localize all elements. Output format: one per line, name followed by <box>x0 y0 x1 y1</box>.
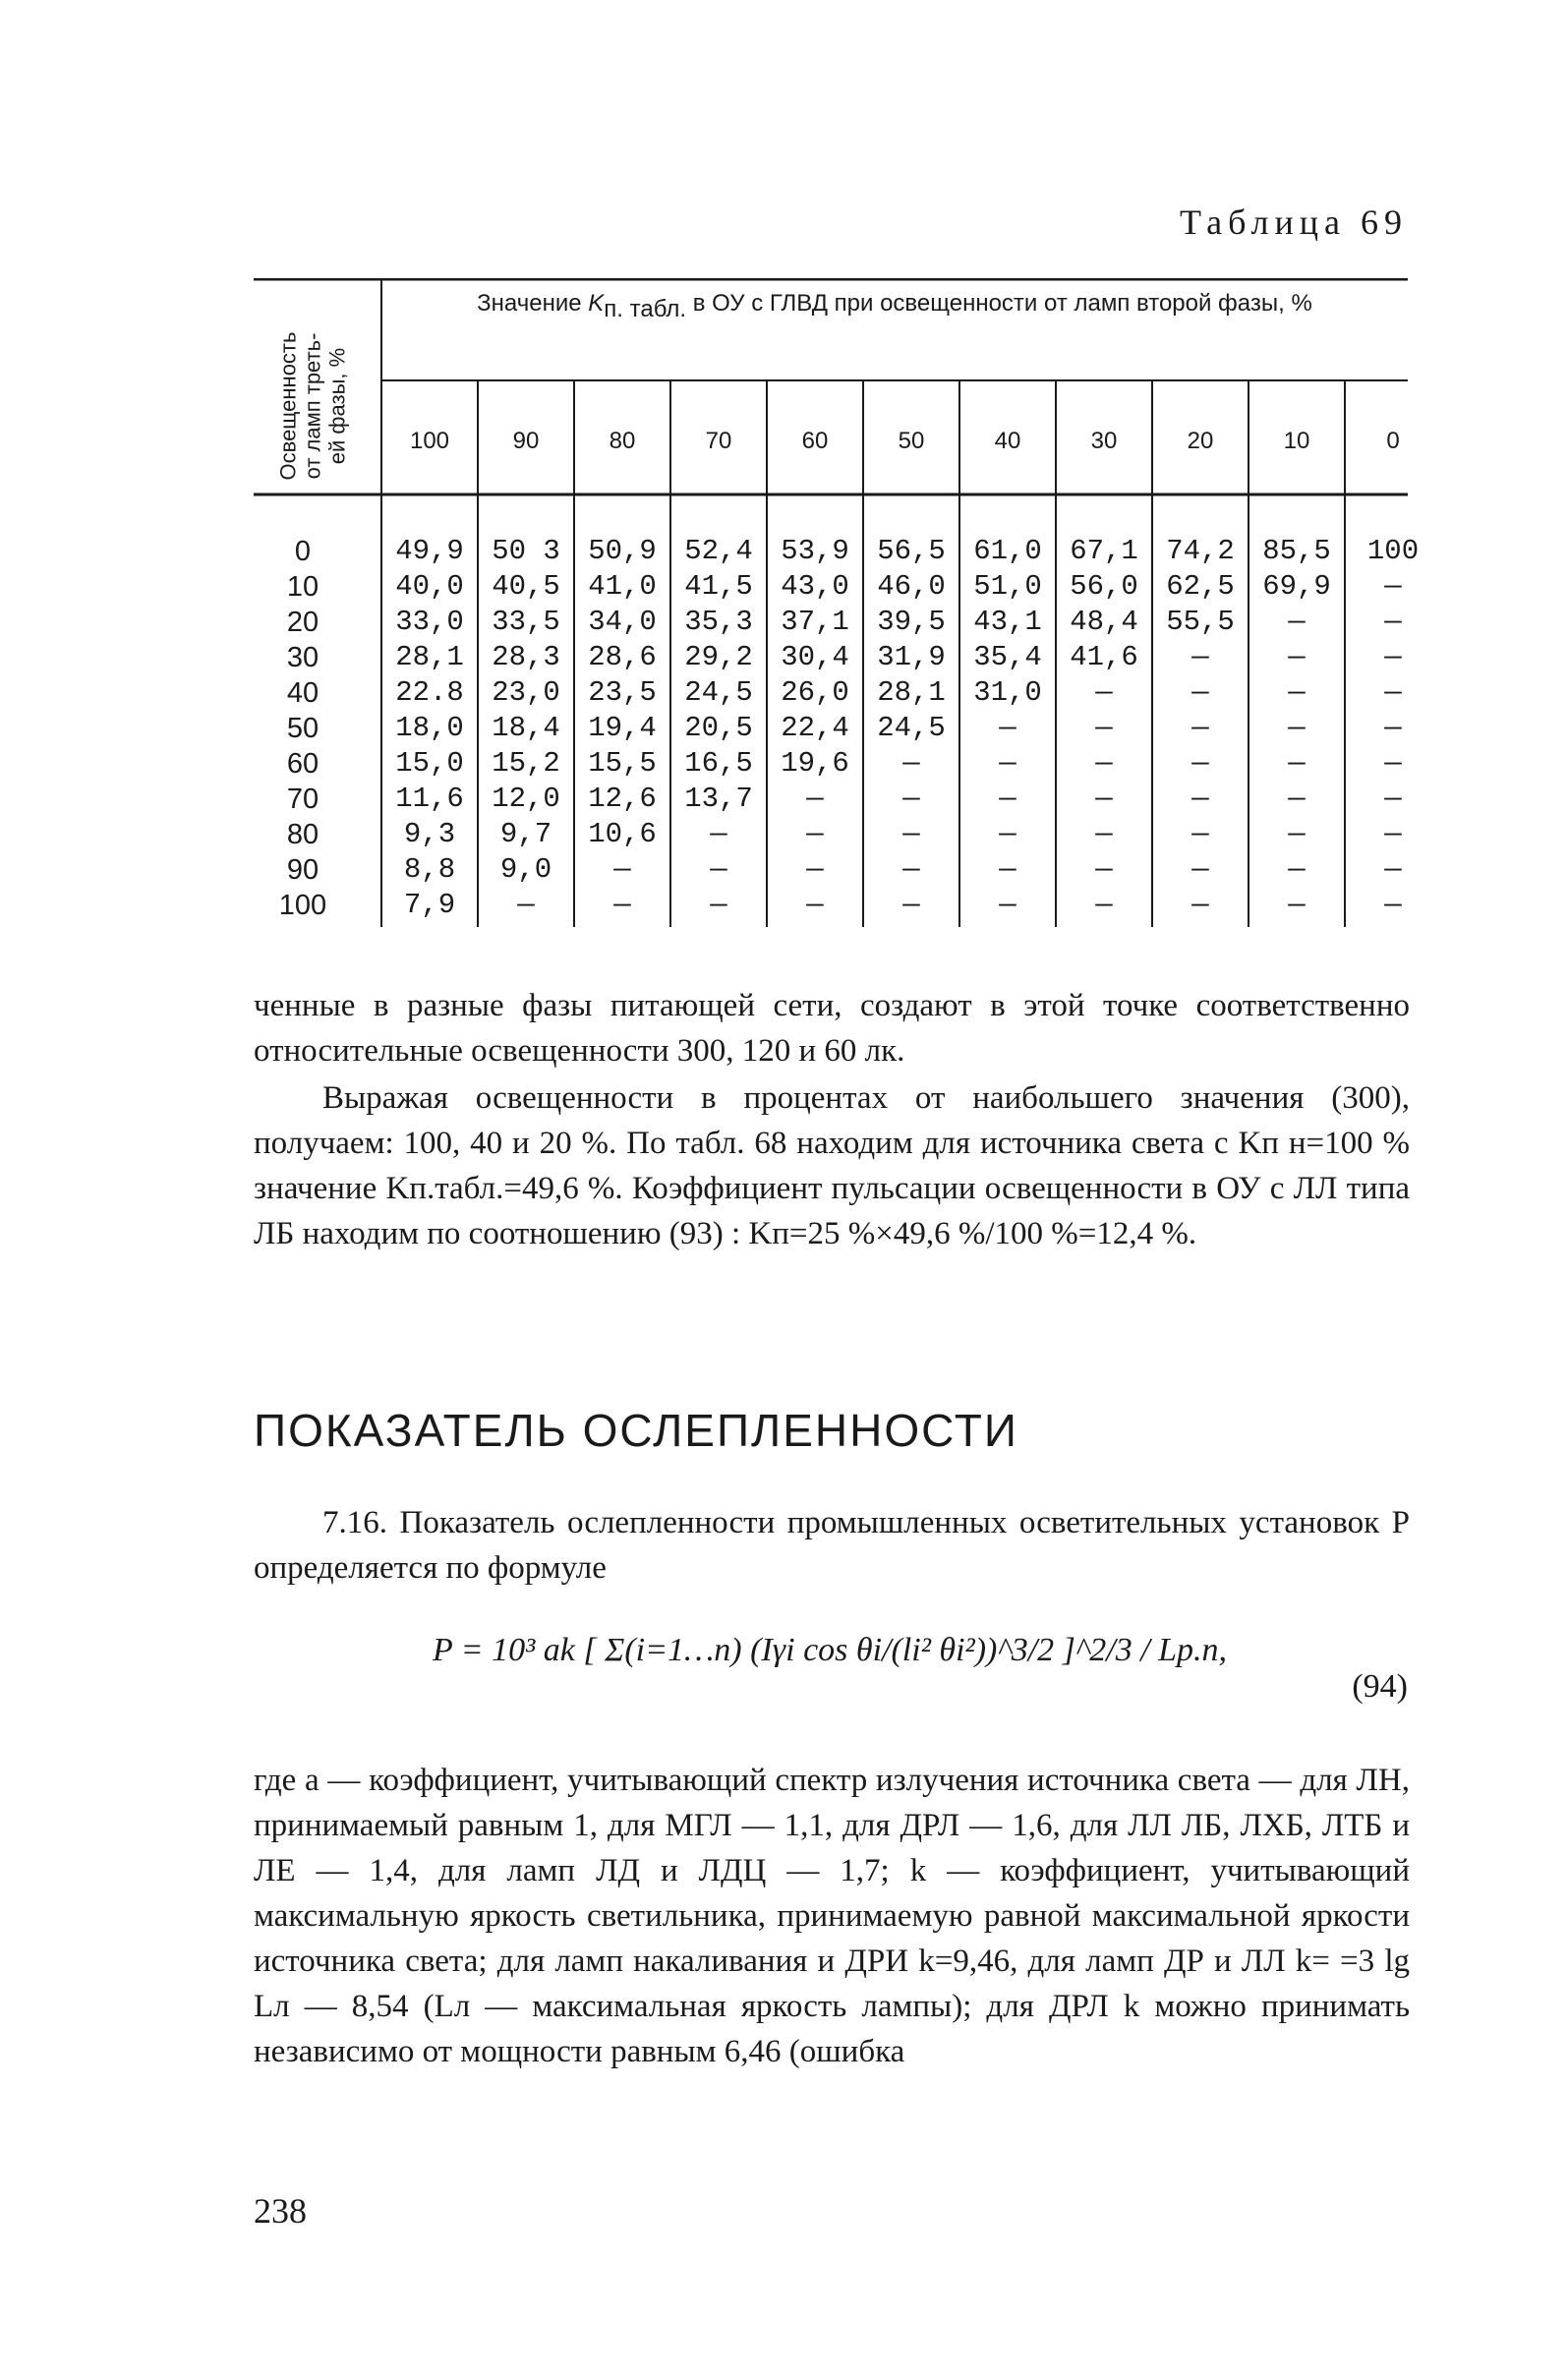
table-cell: — <box>1384 747 1402 780</box>
table-cell: — <box>1288 783 1306 815</box>
table-cell: — <box>999 783 1016 815</box>
table-cell: 40,0 <box>395 570 464 603</box>
table-cell: 19,4 <box>588 712 657 744</box>
table-cell: — <box>1384 570 1402 603</box>
table-cell: — <box>806 818 824 850</box>
table-cell: — <box>1384 641 1402 673</box>
paragraph-3: 7.16. Показатель ослепленности промышленных осветительных установок P определяется по формуле <box>254 1505 1410 1586</box>
table-cell: — <box>1384 676 1402 709</box>
table-cell: 51,0 <box>973 570 1042 603</box>
row-label: 20 <box>286 607 319 638</box>
table-cell: — <box>1191 641 1209 673</box>
row-label: 10 <box>286 571 319 603</box>
table-cell: — <box>1191 747 1209 780</box>
table-cell: 67,1 <box>1070 535 1138 567</box>
table-cell: 22,4 <box>781 712 849 744</box>
table-cell: 37,1 <box>781 606 849 638</box>
table-cell: — <box>1095 783 1113 815</box>
column-header: 60 <box>801 428 829 454</box>
table-cell: — <box>517 889 535 921</box>
table-cell: — <box>1191 889 1209 921</box>
row-label: 70 <box>286 783 319 815</box>
table-cell: — <box>1384 783 1402 815</box>
paragraph-2: Выражая освещенности в процентах от наибольшего значения (300), получаем: 100, 40 и 20 %. По табл. 68 находим для источника света с Kп н=100 % значение Kп.табл.=49,6 %. Коэффициент пульсации освещенности в ОУ с ЛЛ типа ЛБ находим по соотношению (93) : Kп=25 %×49,6 %/100 %=12,4 %. <box>254 1080 1410 1251</box>
table-cell: — <box>1288 747 1306 780</box>
row-header <box>276 293 350 519</box>
row-label: 50 <box>286 713 319 744</box>
section-heading: ПОКАЗАТЕЛЬ ОСЛЕПЛЕННОСТИ <box>254 1405 1018 1456</box>
table-cell: 26,0 <box>781 676 849 709</box>
table-cell: 49,9 <box>395 535 464 567</box>
table-cell: 40,5 <box>492 570 560 603</box>
column-group-header-symbol: K <box>588 290 605 317</box>
column-header: 40 <box>994 428 1021 454</box>
table-cell: 11,6 <box>395 783 464 815</box>
table-cell: 41,5 <box>684 570 753 603</box>
column-group-header-subscript: п. табл. <box>604 295 687 322</box>
table-cell: — <box>1288 818 1306 850</box>
row-label: 60 <box>286 748 319 780</box>
formula-94: P = 10³ ak [ Σ(i=1…n) (Iγi cos θi/(li² θi²))^3/2 ]^2/3 / Lр.п, <box>433 1632 1228 1668</box>
table-cell: 28,3 <box>492 641 560 673</box>
table-cell: 35,4 <box>973 641 1042 673</box>
table-cell: — <box>1191 676 1209 709</box>
table-cell: 23,0 <box>492 676 560 709</box>
table-cell: 10,6 <box>588 818 657 850</box>
table-cell: — <box>902 818 920 850</box>
table-cell: 43,1 <box>973 606 1042 638</box>
table-cell: — <box>1288 853 1306 886</box>
table-cell: 31,0 <box>973 676 1042 709</box>
table-cell: — <box>999 889 1016 921</box>
table-cell: — <box>806 783 824 815</box>
table-cell: 50 3 <box>492 535 560 567</box>
table-cell: 39,5 <box>877 606 946 638</box>
table-cell: 28,1 <box>395 641 464 673</box>
table-cell: 35,3 <box>684 606 753 638</box>
table-cell: 18,0 <box>395 712 464 744</box>
table-cell: 20,5 <box>684 712 753 744</box>
table-cell: 41,0 <box>588 570 657 603</box>
table-cell: — <box>1095 853 1113 886</box>
table-cell: 56,5 <box>877 535 946 567</box>
table-cell: 28,1 <box>877 676 946 709</box>
data-table <box>254 278 1420 927</box>
column-header: 80 <box>609 428 636 454</box>
row-label: 30 <box>286 642 319 673</box>
table-cell: 85,5 <box>1262 535 1331 567</box>
table-cell: 100 <box>1366 535 1420 567</box>
table-cell: — <box>1288 889 1306 921</box>
table-cell: 31,9 <box>877 641 946 673</box>
table-cell: — <box>613 889 631 921</box>
row-header-line: ей фазы, % <box>324 347 350 465</box>
table-cell: 46,0 <box>877 570 946 603</box>
table-cell: 13,7 <box>684 783 753 815</box>
table-cell: 9,0 <box>499 853 552 886</box>
table-cell: — <box>1191 712 1209 744</box>
table-cell: 74,2 <box>1166 535 1235 567</box>
table-cell: 34,0 <box>588 606 657 638</box>
table-cell: 8,8 <box>403 853 456 886</box>
table-cell: 56,0 <box>1070 570 1138 603</box>
table-cell: 61,0 <box>973 535 1042 567</box>
table-cell: — <box>710 889 727 921</box>
table-cell: 7,9 <box>403 889 456 921</box>
table-cell: — <box>1288 606 1306 638</box>
table-cell: 29,2 <box>684 641 753 673</box>
paragraph-4: где a — коэффициент, учитывающий спектр излучения источника света — для ЛН, принимаемый равным 1, для МГЛ — 1,1, для ДРЛ — 1,6, для ЛЛ ЛБ, ЛХБ, ЛТБ и ЛЕ — 1,4, для ламп ЛД и ЛДЦ — 1,7; k — коэффициент, учитывающий максимальную яркость светильника, принимаемую равной максимальной яркости источника света; для ламп накаливания и ДРИ k=9,46, для ламп ДР и ЛЛ k= =3 lg Lл — 8,54 (Lл — максимальная яркость лампы); для ДРЛ k можно принимать независимо от мощности равным 6,46 (ошибка <box>254 1763 1410 2069</box>
column-header: 0 <box>1386 428 1400 454</box>
table-cell: — <box>1288 641 1306 673</box>
column-header: 50 <box>898 428 925 454</box>
table-cell: 24,5 <box>877 712 946 744</box>
row-label: 40 <box>286 677 319 709</box>
table-cell: 50,9 <box>588 535 657 567</box>
table-cell: 19,6 <box>781 747 849 780</box>
table-cell: — <box>902 889 920 921</box>
table-cell: — <box>1095 818 1113 850</box>
table-cell: 24,5 <box>684 676 753 709</box>
table-cell: — <box>902 783 920 815</box>
table-cell: — <box>1191 853 1209 886</box>
table-cell: — <box>613 853 631 886</box>
table-cell: 33,5 <box>492 606 560 638</box>
row-header-line: Освещенность <box>275 331 301 481</box>
column-group-header-suffix: в ОУ с ГЛВД при освещенности от ламп второй фазы, % <box>686 290 1312 317</box>
table-cell: 16,5 <box>684 747 753 780</box>
table-cell: 18,4 <box>492 712 560 744</box>
table-cell: — <box>1095 747 1113 780</box>
column-header: 100 <box>409 428 450 454</box>
table-cell: — <box>999 853 1016 886</box>
table-cell: — <box>710 818 727 850</box>
table-cell: 43,0 <box>781 570 849 603</box>
table-cell: — <box>902 853 920 886</box>
table-cell: — <box>1095 712 1113 744</box>
table-cell: — <box>1288 712 1306 744</box>
table-cell: — <box>1384 853 1402 886</box>
table-cell: 9,3 <box>403 818 456 850</box>
table-cell: — <box>1191 783 1209 815</box>
table-cell: 12,0 <box>492 783 560 815</box>
column-header: 30 <box>1090 428 1118 454</box>
table-cell: 55,5 <box>1166 606 1235 638</box>
table-cell: 22.8 <box>395 676 464 709</box>
row-label: 100 <box>278 890 327 921</box>
table-cell: — <box>1288 676 1306 709</box>
table-cell: — <box>1384 606 1402 638</box>
table-cell: — <box>902 747 920 780</box>
table-cell: — <box>806 853 824 886</box>
table-cell: — <box>806 889 824 921</box>
table-cell: 30,4 <box>781 641 849 673</box>
table-cell: 28,6 <box>588 641 657 673</box>
equation-number: (94) <box>1352 1668 1408 1705</box>
column-header: 90 <box>512 428 540 454</box>
row-label: 90 <box>286 854 319 886</box>
row-label: 0 <box>294 536 312 567</box>
table-cell: 9,7 <box>499 818 552 850</box>
table-cell: — <box>1384 818 1402 850</box>
table-cell: 41,6 <box>1070 641 1138 673</box>
table-cell: — <box>999 818 1016 850</box>
table-cell: 15,2 <box>492 747 560 780</box>
page-number: 238 <box>254 2191 307 2231</box>
table-cell: — <box>1384 712 1402 744</box>
table-cell: 52,4 <box>684 535 753 567</box>
table-cell: — <box>1191 818 1209 850</box>
paragraph-1: ченные в разные фазы питающей сети, создают в этой точке соответственно относительные освещенности 300, 120 и 60 лк. <box>254 988 1410 1069</box>
table-cell: 53,9 <box>781 535 849 567</box>
table-cell: — <box>999 712 1016 744</box>
table-cell: 23,5 <box>588 676 657 709</box>
row-header-line: от ламп треть- <box>300 332 325 480</box>
table-cell: — <box>1095 676 1113 709</box>
table-cell: — <box>1384 889 1402 921</box>
table-cell: 15,0 <box>395 747 464 780</box>
table-caption: Таблица 69 <box>1180 203 1408 242</box>
table-cell: 33,0 <box>395 606 464 638</box>
table-cell: 15,5 <box>588 747 657 780</box>
table-cell: — <box>1095 889 1113 921</box>
column-header: 10 <box>1283 428 1310 454</box>
row-label: 80 <box>286 819 319 850</box>
table-cell: 48,4 <box>1070 606 1138 638</box>
table-cell: 12,6 <box>588 783 657 815</box>
table-cell: 62,5 <box>1166 570 1235 603</box>
column-header: 70 <box>705 428 732 454</box>
table-cell: — <box>999 747 1016 780</box>
column-group-header <box>381 286 1408 327</box>
table-cell: — <box>710 853 727 886</box>
table-cell: 69,9 <box>1262 570 1331 603</box>
column-header: 20 <box>1187 428 1214 454</box>
column-group-header-prefix: Значение <box>477 290 589 317</box>
